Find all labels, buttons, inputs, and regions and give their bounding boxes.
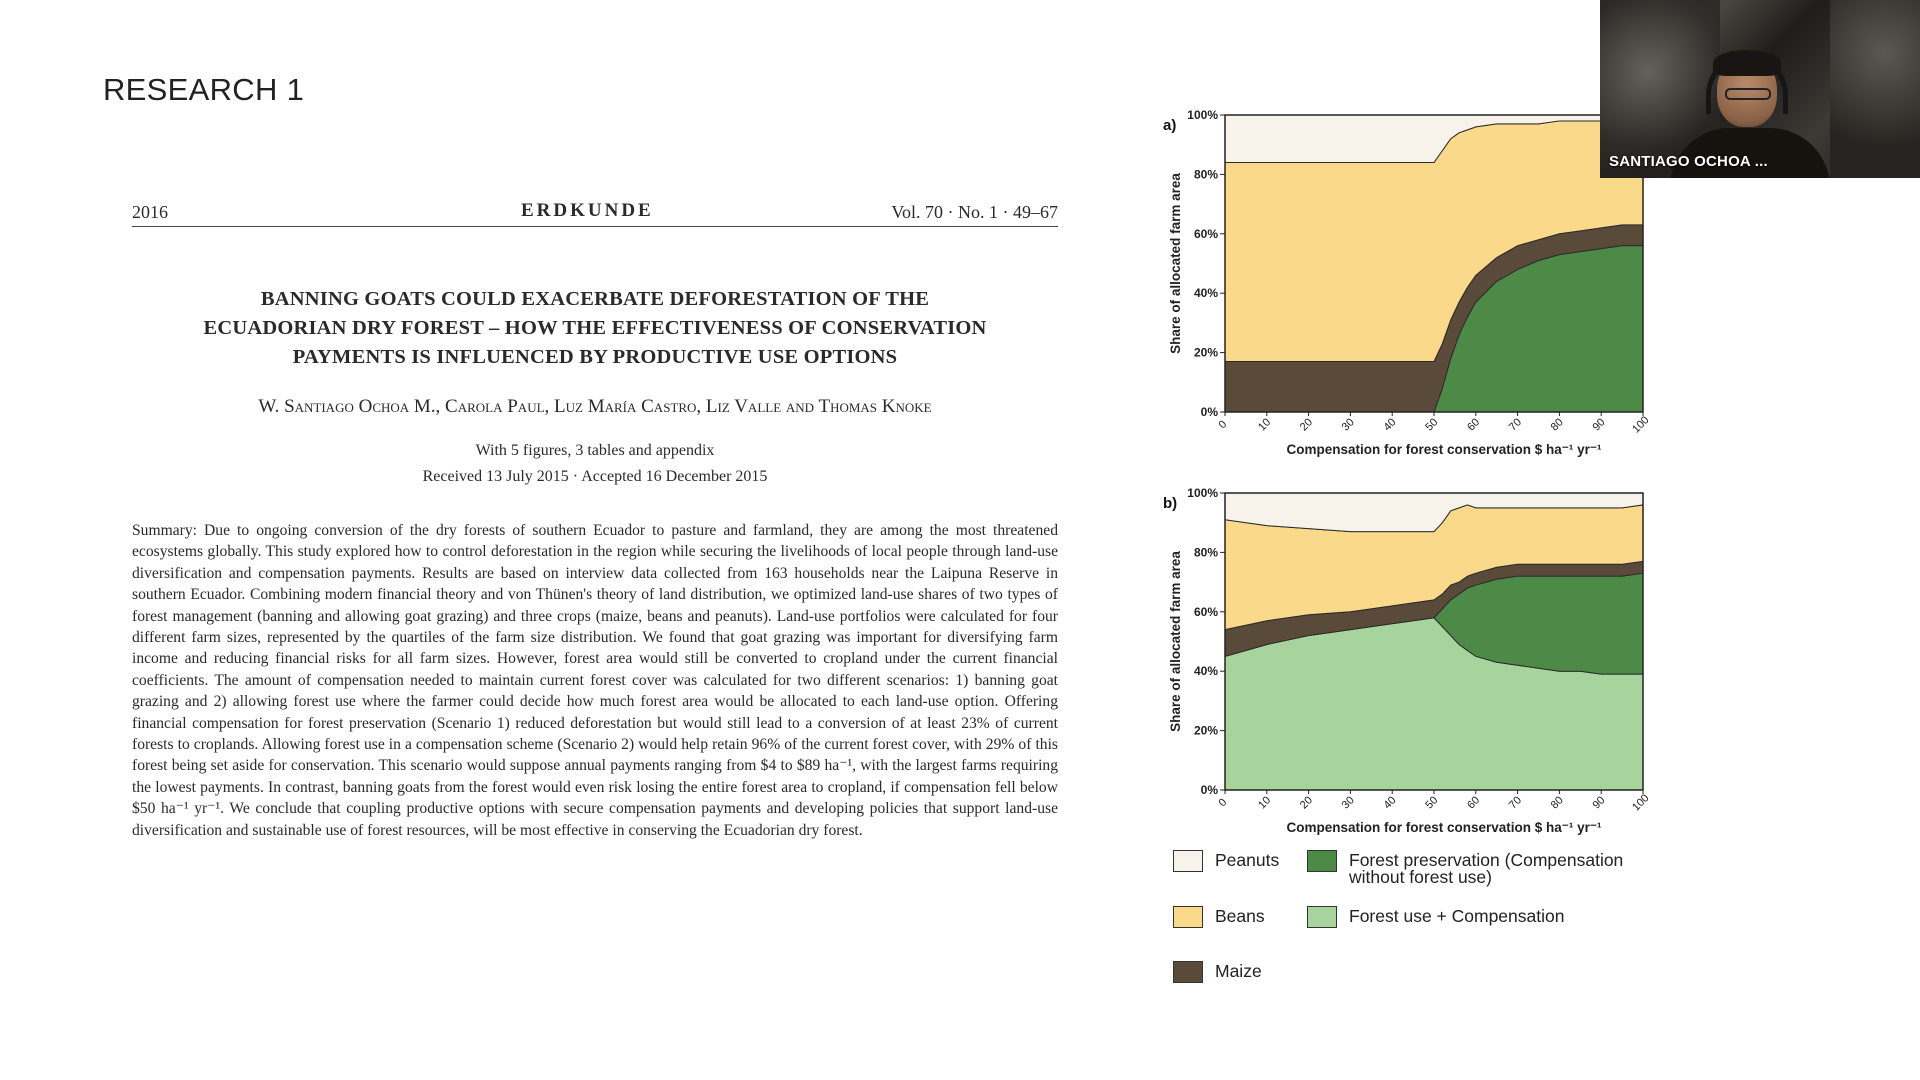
legend-label: Maize xyxy=(1215,961,1262,981)
y-tick-label: 100% xyxy=(1187,486,1218,500)
legend-item xyxy=(1173,850,1279,872)
x-tick-label: 10 xyxy=(1256,794,1274,812)
x-tick-label: 30 xyxy=(1339,794,1357,812)
x-tick-label: 50 xyxy=(1423,794,1441,812)
x-tick-label: 100 xyxy=(1630,792,1652,814)
paper-title xyxy=(132,285,1058,372)
x-tick-label: 60 xyxy=(1465,416,1483,434)
paper-header xyxy=(132,200,1058,227)
x-axis-label: Compensation for forest conservation $ ha⁻¹ yr⁻¹ xyxy=(1286,820,1602,835)
journal-name: ERDKUNDE xyxy=(521,200,654,221)
y-tick-label: 40% xyxy=(1193,286,1218,301)
paper-meta xyxy=(132,438,1058,490)
paper-summary xyxy=(132,520,1058,841)
legend-label: Beans xyxy=(1215,906,1265,926)
paper-title-line: PAYMENTS IS INFLUENCED BY PRODUCTIVE USE OPTIONS xyxy=(292,346,898,368)
x-tick-label: 40 xyxy=(1381,416,1399,434)
y-tick-label: 40% xyxy=(1193,664,1218,679)
x-tick-label: 20 xyxy=(1297,416,1316,434)
x-tick-label: 30 xyxy=(1339,416,1357,434)
y-tick-label: 100% xyxy=(1187,108,1218,122)
x-tick-label: 0 xyxy=(1216,796,1230,810)
paper-page xyxy=(132,200,1058,841)
paper-year: 2016 xyxy=(132,202,168,222)
paper-title-line: ECUADORIAN DRY FOREST – HOW THE EFFECTIVENESS OF CONSERVATION xyxy=(203,317,987,339)
area-chart-b xyxy=(1160,483,1660,843)
area-chart-a xyxy=(1160,105,1660,465)
x-tick-label: 0 xyxy=(1216,418,1230,432)
legend-item xyxy=(1173,961,1262,983)
y-tick-label: 80% xyxy=(1193,167,1218,182)
x-tick-label: 90 xyxy=(1590,794,1608,812)
paper-title-line: BANNING GOATS COULD EXACERBATE DEFORESTATION OF THE xyxy=(260,288,930,310)
x-tick-label: 80 xyxy=(1548,794,1566,812)
y-axis-label: Share of allocated farm area xyxy=(1168,173,1183,354)
received-date: Received 13 July 2015 · Accepted 16 December 2015 xyxy=(422,468,768,485)
x-tick-label: 70 xyxy=(1506,794,1525,812)
x-tick-label: 10 xyxy=(1256,416,1274,434)
x-axis-label: Compensation for forest conservation $ ha⁻¹ yr⁻¹ xyxy=(1286,442,1602,457)
x-tick-label: 50 xyxy=(1423,416,1441,434)
legend-item xyxy=(1307,906,1564,928)
legend-label: Peanuts xyxy=(1215,850,1280,870)
y-tick-label: 20% xyxy=(1193,723,1218,738)
legend-item xyxy=(1307,850,1667,886)
legend-swatch-forest-use xyxy=(1307,906,1337,928)
chart-b xyxy=(1160,483,1660,843)
video-background xyxy=(1830,0,1920,178)
participant-video-tile[interactable] xyxy=(1600,0,1920,178)
panel-label: b) xyxy=(1163,495,1178,512)
legend-swatch-beans xyxy=(1173,906,1203,928)
journal-volume: Vol. 70 · No. 1 · 49–67 xyxy=(891,202,1058,222)
y-tick-label: 60% xyxy=(1193,604,1218,619)
legend-swatch-peanuts xyxy=(1173,850,1203,872)
x-tick-label: 40 xyxy=(1381,794,1399,812)
y-axis-label: Share of allocated farm area xyxy=(1168,551,1183,732)
legend-swatch-forest-preservation xyxy=(1307,850,1337,872)
x-tick-label: 100 xyxy=(1630,414,1652,436)
chart-legend xyxy=(1173,850,1673,990)
figures-note: With 5 figures, 3 tables and appendix xyxy=(475,442,715,459)
slide-title: RESEARCH 1 xyxy=(103,72,305,107)
x-tick-label: 70 xyxy=(1506,416,1525,434)
paper-authors: W. Santiago Ochoa M., Carola Paul, Luz María Castro, Liz Valle and Thomas Knoke xyxy=(258,396,932,417)
participant-name: SANTIAGO OCHOA ... xyxy=(1609,153,1768,170)
y-tick-label: 0% xyxy=(1200,405,1218,419)
legend-swatch-maize xyxy=(1173,961,1203,983)
chart-a xyxy=(1160,105,1660,465)
y-tick-label: 60% xyxy=(1193,226,1218,241)
summary-label: Summary: xyxy=(132,522,197,539)
legend-label: Forest use + Compensation xyxy=(1349,906,1565,926)
legend-label: Forest preservation (Compensation without forest use) xyxy=(1349,850,1624,887)
x-tick-label: 20 xyxy=(1297,794,1316,812)
y-tick-label: 0% xyxy=(1200,783,1218,797)
y-tick-label: 80% xyxy=(1193,545,1218,560)
x-tick-label: 60 xyxy=(1465,794,1483,812)
panel-label: a) xyxy=(1163,117,1177,134)
y-tick-label: 20% xyxy=(1193,345,1218,360)
x-tick-label: 80 xyxy=(1548,416,1566,434)
x-tick-label: 90 xyxy=(1590,416,1608,434)
summary-text: Due to ongoing conversion of the dry forests of southern Ecuador to pasture and farmland, they are among the most threatened ecosystems globally. This study explored how to control deforestation in the region while securing the livelihoods of local people through land-use diversification and compensation payments. Results are based on interview data collected from 163 households near the Laipuna Reserve in southern Ecuador. Combining modern financial theory and von Thünen's theory of land distribution, we optimized land-use shares of two types of forest management (banning and allowing goat grazing) and three crops (maize, beans and peanuts). Land-use portfolios were calculated for four different farm sizes, represented by the quartiles of the farm size distribution. We found that goat grazing was important for diversifying farm income and reducing financial risks for all farm sizes. However, forest area would still be converted to cropland under the current financial coefficients. The amount of compensation needed to maintain current forest cover was calculated for two different scenarios: 1) banning goat grazing and 2) allowing forest use where the farmer could decide how much forest area would be allocated to each land-use option. Offering financial compensation for forest preservation (Scenario 1) reduced deforestation but would still lead to a conversion of at least 23% of current forests to croplands. Allowing forest use in a compensation scheme (Scenario 2) would help retain 96% of the current forest cover, with 29% of this forest being set aside for conservation. This scenario would suppose annual payments ranging from $4 to $89 ha⁻¹, with the largest farms requiring the lowest payments. In contrast, banning goats from the forest would even risk losing the entire forest area to cropland, if compensation fell below $50 ha⁻¹ yr⁻¹. We conclude that coupling productive options with secure compensation payments and developing policies that support land-use diversification and sustainable use of forest resources, will be most effective in conserving the Ecuadorian dry forest. xyxy=(132,522,1058,839)
legend-item xyxy=(1173,906,1265,928)
